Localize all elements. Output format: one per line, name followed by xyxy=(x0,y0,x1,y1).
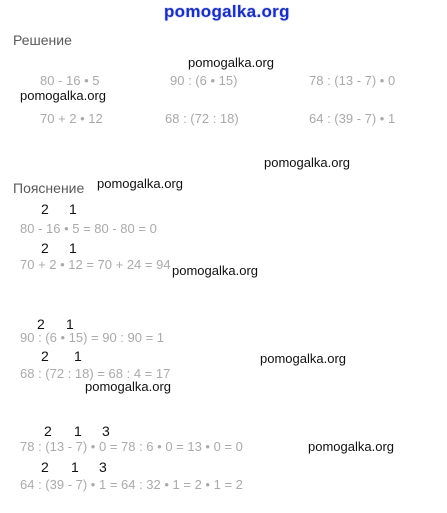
explanation-line: 80 - 16 • 5 = 80 - 80 = 0 xyxy=(20,221,157,236)
watermark: pomogalka.org xyxy=(20,88,106,103)
watermark: pomogalka.org xyxy=(264,155,350,170)
watermark: pomogalka.org xyxy=(308,439,394,454)
operation-order-number: 2 xyxy=(41,201,49,217)
operation-order-number: 1 xyxy=(69,240,77,256)
solution-expression: 80 - 16 • 5 xyxy=(40,73,100,88)
operation-order-number: 2 xyxy=(41,459,49,475)
operation-order-number: 1 xyxy=(66,316,74,332)
explanation-line: 78 : (13 - 7) • 0 = 78 : 6 • 0 = 13 • 0 = 0 xyxy=(20,439,243,454)
solution-expression: 90 : (6 • 15) xyxy=(170,73,238,88)
explanation-line: 90 : (6 • 15) = 90 : 90 = 1 xyxy=(20,330,165,345)
solution-expression: 70 + 2 • 12 xyxy=(40,111,103,126)
solution-expression: 64 : (39 - 7) • 1 xyxy=(309,111,396,126)
site-logo[interactable]: pomogalka.org xyxy=(164,2,290,21)
operation-order-number: 1 xyxy=(74,423,82,439)
solution-expression: 68 : (72 : 18) xyxy=(165,111,239,126)
watermark: pomogalka.org xyxy=(172,263,258,278)
operation-order-number: 1 xyxy=(71,459,79,475)
operation-order-number: 3 xyxy=(102,423,110,439)
operation-order-number: 2 xyxy=(37,316,45,332)
operation-order-number: 2 xyxy=(44,423,52,439)
solution-heading: Решение xyxy=(13,32,72,48)
explanation-heading: Пояснение xyxy=(13,180,85,196)
watermark: pomogalka.org xyxy=(188,55,274,70)
operation-order-number: 1 xyxy=(74,348,82,364)
operation-order-number: 2 xyxy=(41,348,49,364)
watermark: pomogalka.org xyxy=(97,176,183,191)
explanation-line: 68 : (72 : 18) = 68 : 4 = 17 xyxy=(20,366,171,381)
operation-order-number: 1 xyxy=(69,201,77,217)
explanation-line: 64 : (39 - 7) • 1 = 64 : 32 • 1 = 2 • 1 = 2 xyxy=(20,477,243,492)
explanation-line: 70 + 2 • 12 = 70 + 24 = 94 xyxy=(20,257,171,272)
watermark: pomogalka.org xyxy=(260,351,346,366)
solution-expression: 78 : (13 - 7) • 0 xyxy=(309,73,396,88)
operation-order-number: 3 xyxy=(99,459,107,475)
operation-order-number: 2 xyxy=(41,240,49,256)
watermark: pomogalka.org xyxy=(85,379,171,394)
